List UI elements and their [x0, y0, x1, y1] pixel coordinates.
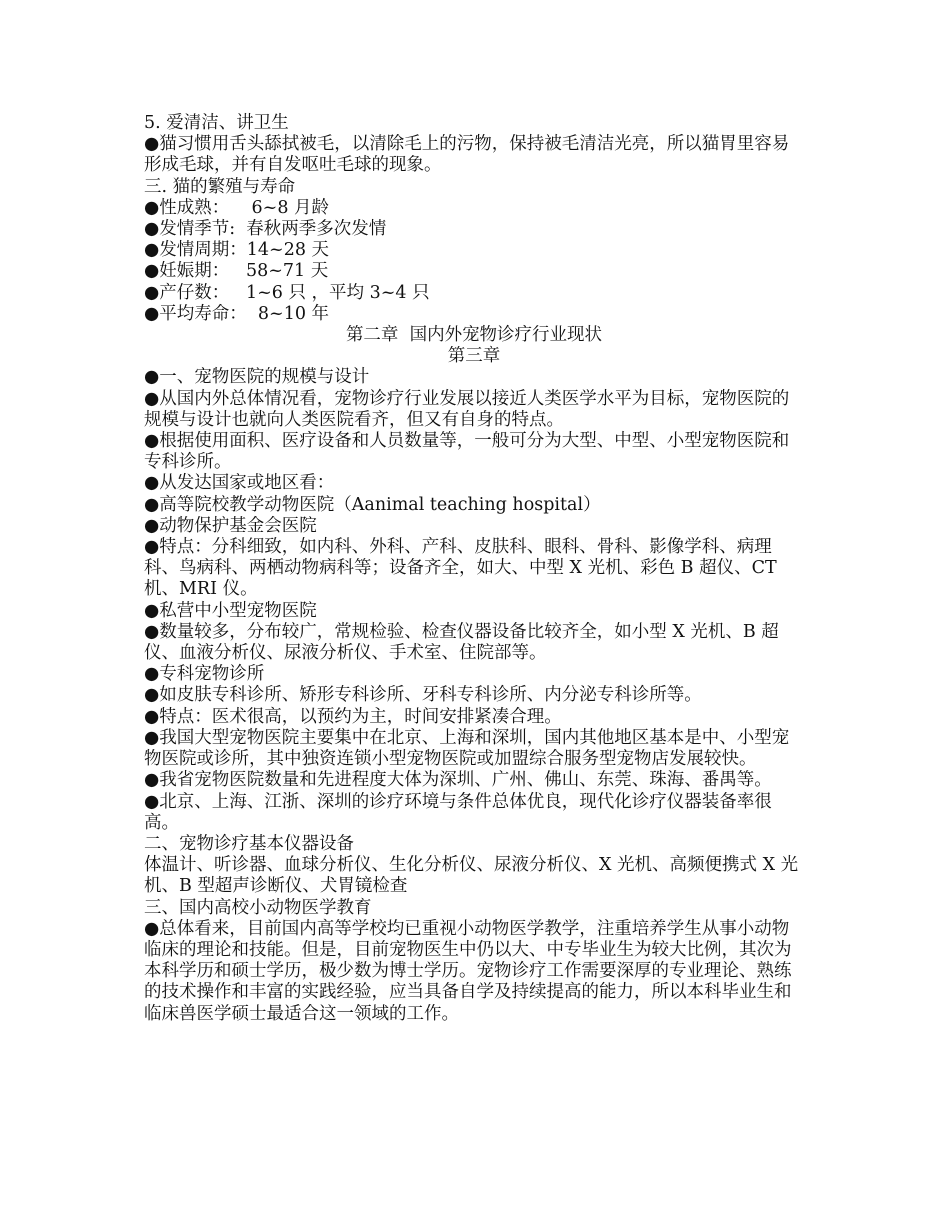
paragraph-overall-situation: ●从国内外总体情况看，宠物诊疗行业发展以接近人类医学水平为目标，宠物医院的规模与设计也就向人类医院看齐，但又有自身的特点。: [144, 388, 790, 430]
paragraph-private-equipment: ●数量较多，分布较广，常规检验、检查仪器设备比较齐全，如小型 X 光机、B 超仪、血液分析仪、尿液分析仪、手术室、住院部等。: [144, 621, 779, 664]
bullet-specialty-examples: ●如皮肤专科诊所、矫形专科诊所、牙科专科诊所、内分泌专科诊所等。: [144, 685, 702, 706]
paragraph-province-ranking: ●我省宠物医院数量和先进程度大体为深圳、广州、佛山、东莞、珠海、番禺等。: [144, 770, 772, 791]
bullet-litter-size: ●产仔数： 1~6 只 ，平均 3~4 只: [144, 282, 430, 303]
paragraph-equipment-list: 体温计、听诊器、血球分析仪、生化分析仪、尿液分析仪、X 光机、高频便携式 X 光机、B 型超声诊断仪、犬胃镜检查: [144, 855, 799, 897]
paragraph-classification: ●根据使用面积、医疗设备和人员数量等，一般可分为大型、中型、小型宠物医院和专科诊所。: [144, 431, 790, 473]
chapter-two-title: 第二章 国内外宠物诊疗行业现状: [345, 325, 603, 346]
section-heading-cleanliness: 5. 爱清洁、讲卫生: [144, 113, 289, 133]
bullet-sexual-maturity: ●性成熟： 6~8 月龄: [144, 197, 330, 218]
bullet-foundation-hospital: ●动物保护基金会医院: [144, 515, 317, 536]
bullet-teaching-hospital: ●高等院校教学动物医院（Aanimal teaching hospital）: [144, 494, 601, 515]
document-page: [144, 113, 804, 1025]
bullet-specialty-clinic: ●专科宠物诊所: [144, 664, 265, 685]
bullet-hospital-scale: ●一、宠物医院的规模与设计: [144, 367, 370, 388]
chapter-three-title: 第三章: [447, 346, 501, 367]
paragraph-features-departments: ●特点：分科细致，如内科、外科、产科、皮肤科、眼科、骨科、影像学科、病理科、鸟病科、两栖动物病科等；设备齐全，如大、中型 X 光机、彩色 B 超仪、CT 机、MRI 仪。: [144, 537, 777, 600]
bullet-private-hospital: ●私营中小型宠物医院: [144, 600, 317, 621]
bullet-developed-countries: ●从发达国家或地区看：: [144, 473, 335, 494]
paragraph-hairball: ●猫习惯用舌头舔拭被毛，以清除毛上的污物，保持被毛清洁光亮，所以猫胃里容易形成毛球，并有自发呕吐毛球的现象。: [144, 134, 790, 176]
paragraph-education: ●总体看来，目前国内高等学校均已重视小动物医学教学，注重培养学生从事小动物临床的理论和技能。但是，目前宠物医生中仍以大、中专毕业生为较大比例，其次为本科学历和硕士学历，极少数为博士学历。宠物诊疗工作需要深厚的专业理论、熟练的技术操作和丰富的实践经验，应当具备自学及持续提高的能力，所以本科毕业生和临床兽医学硕士最适合这一领域的工作。: [144, 918, 792, 1024]
bullet-estrus-cycle: ●发情周期：14~28 天: [144, 240, 330, 261]
bullet-gestation: ●妊娠期： 58~71 天: [144, 261, 329, 282]
bullet-estrus-season: ●发情季节: 春秋两季多次发情: [144, 219, 387, 240]
bullet-lifespan: ●平均寿命： 8~10 年: [144, 303, 330, 324]
section-heading-reproduction: 三. 猫的繁殖与寿命: [144, 176, 296, 197]
paragraph-china-distribution: ●我国大型宠物医院主要集中在北京、上海和深圳，国内其他地区基本是中、小型宠物医院或诊所，其中独资连锁小型宠物医院或加盟综合服务型宠物店发展较快。: [144, 727, 790, 770]
bullet-specialty-features: ●特点：医术很高，以预约为主，时间安排紧凑合理。: [144, 706, 562, 727]
paragraph-equipment-rate: ●北京、上海、江浙、深圳的诊疗环境与条件总体优良，现代化诊疗仪器装备率很高。: [144, 791, 772, 833]
section-heading-basic-equipment: 二、宠物诊疗基本仪器设备: [144, 833, 354, 854]
section-heading-education: 三、国内高校小动物医学教育: [144, 897, 372, 918]
